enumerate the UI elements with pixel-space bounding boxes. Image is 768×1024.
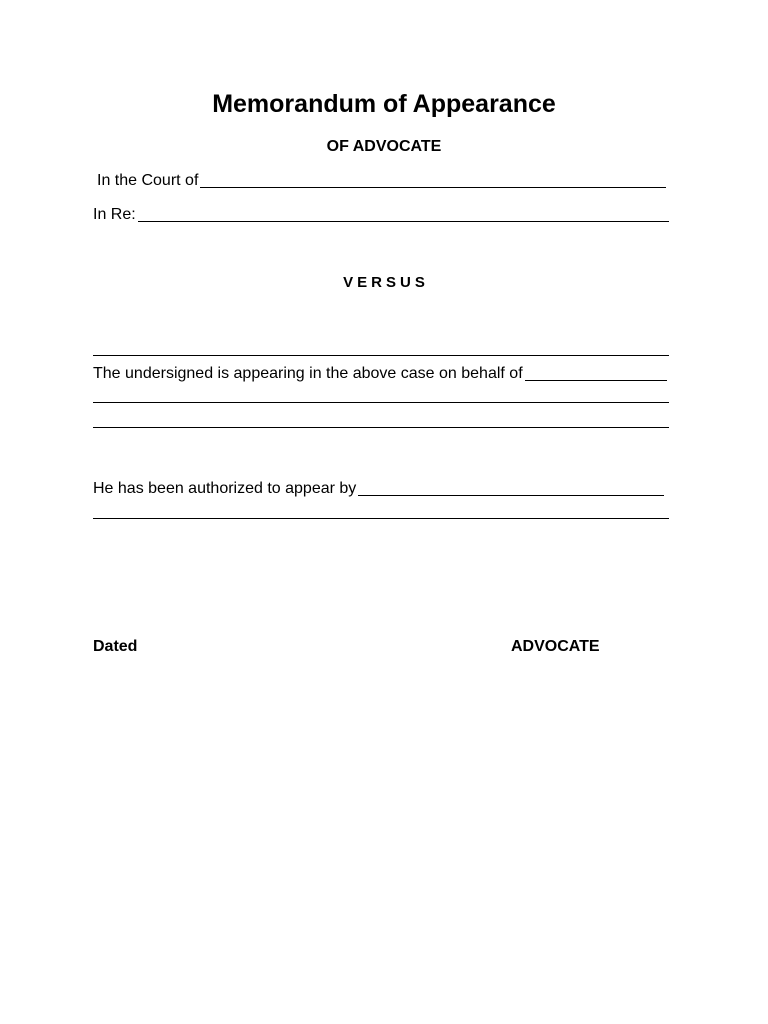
in-re-label: In Re: (93, 206, 136, 223)
advocate-signature-label: ADVOCATE (511, 638, 600, 655)
behalf-blank (525, 380, 667, 381)
in-re-line (93, 204, 669, 226)
behalf-rule-2 (93, 427, 669, 428)
behalf-rule-1 (93, 402, 669, 403)
party-rule (93, 355, 669, 356)
in-re-blank (138, 221, 669, 222)
authorized-label: He has been authorized to appear by (93, 480, 357, 497)
court-blank (200, 187, 666, 188)
court-line (97, 170, 666, 192)
behalf-label: The undersigned is appearing in the above case on behalf of (93, 365, 523, 382)
versus-heading: VERSUS (343, 274, 429, 291)
authorized-line (93, 478, 664, 500)
authorized-blank (358, 495, 664, 496)
behalf-line (93, 363, 667, 385)
court-label: In the Court of (97, 172, 199, 189)
document-subtitle: OF ADVOCATE (326, 138, 442, 155)
authorized-rule (93, 518, 669, 519)
dated-label: Dated (93, 638, 138, 655)
document-title: Memorandum of Appearance (212, 90, 556, 118)
